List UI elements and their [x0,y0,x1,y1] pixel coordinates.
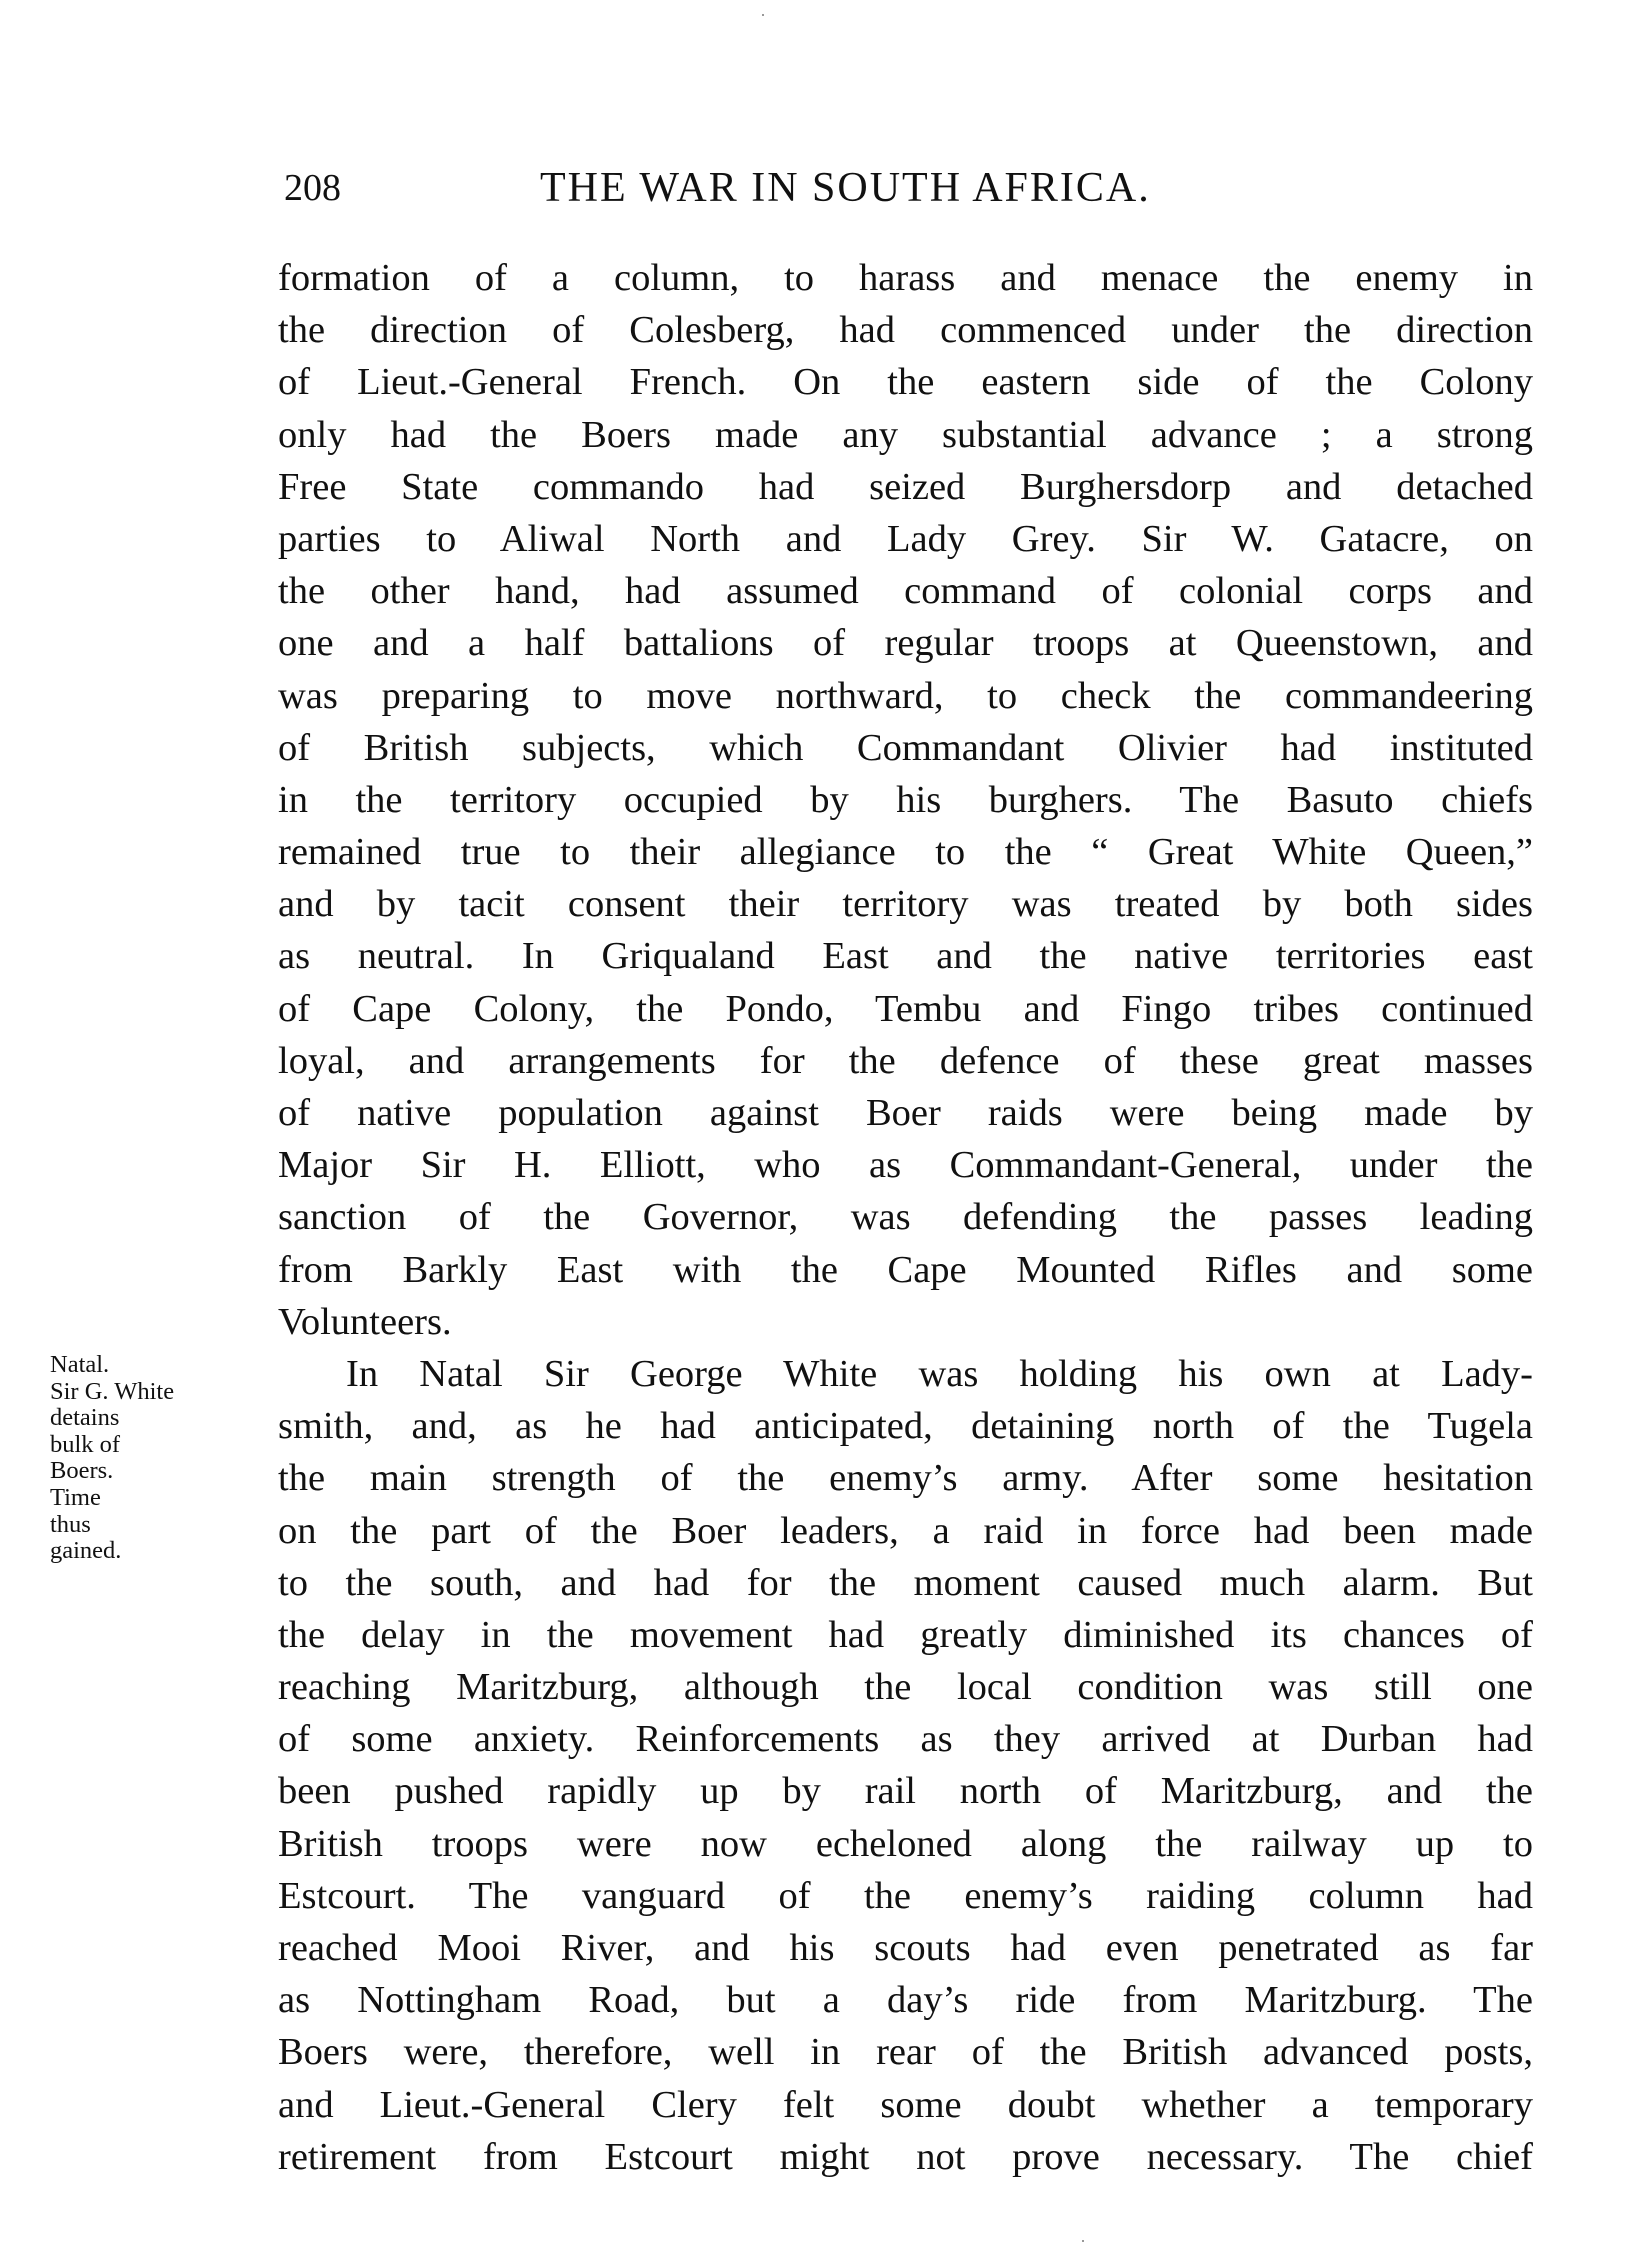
text-line [278,252,1533,304]
text-line-content: Major Sir H. Elliott, who as Commandant-General, under the [278,1144,1533,1187]
running-title: THE WAR IN SOUTH AFRICA. [540,165,1151,211]
text-line [278,1609,1533,1661]
text-line [278,983,1533,1035]
text-line-content: the other hand, had assumed command of colonial corps and [278,570,1533,613]
text-line [278,722,1533,774]
text-line [278,409,1533,461]
text-line [278,1818,1533,1870]
text-line-content: British troops were now echeloned along the railway up to [278,1822,1533,1865]
text-line-content: only had the Boers made any substantial advance ; a strong [278,413,1533,456]
text-line-content: on the part of the Boer leaders, a raid in force had been made [278,1509,1533,1552]
text-line-content: from Barkly East with the Cape Mounted Rifles and some [278,1248,1533,1291]
text-line-content: retirement from Estcourt might not prove necessary. The chief [278,2135,1533,2178]
text-line [278,356,1533,408]
margin-note-line: gained. [50,1537,122,1565]
paragraph [278,252,1533,1348]
text-line-content: the direction of Colesberg, had commenced under the direction [278,309,1533,352]
text-line-content: parties to Aliwal North and Lady Grey. Sir W. Gatacre, on [278,517,1533,560]
text-line-content: as Nottingham Road, but a day’s ride from Maritzburg. The [278,1979,1533,2022]
paragraph [278,1348,1533,2183]
text-line [278,2131,1533,2183]
text-line-content: sanction of the Governor, was defending the passes leading [278,1196,1533,1239]
margin-note-line: Boers. [50,1457,114,1485]
text-line [278,1974,1533,2026]
margin-note-line: bulk of [50,1430,121,1458]
text-line [278,1557,1533,1609]
text-line-content: reached Mooi River, and his scouts had even penetrated as far [278,1927,1533,1969]
text-line-content: of some anxiety. Reinforcements as they arrived at Durban had [278,1718,1533,1761]
text-line [278,617,1533,669]
text-line [278,930,1533,982]
text-line-content: one and a half battalions of regular troops at Queenstown, and [278,622,1533,665]
text-line-content: of British subjects, which Commandant Olivier had instituted [278,726,1533,769]
scan-mark [762,14,764,16]
text-line [278,774,1533,826]
text-line [278,2079,1533,2131]
text-line-content: reaching Maritzburg, although the local condition was still one [278,1666,1533,1709]
text-line-content: of native population against Boer raids were being made by [278,1092,1533,1134]
margin-note-line: detains [50,1404,120,1432]
text-line [278,2026,1533,2078]
text-line [278,1765,1533,1817]
text-line [278,1505,1533,1557]
text-line [278,1139,1533,1191]
text-line-content: Free State commando had seized Burghersdorp and detached [278,465,1533,508]
text-line [278,513,1533,565]
margin-note [50,1352,174,1565]
text-line [278,1244,1533,1296]
text-line-content: Volunteers. [278,1300,452,1343]
text-line-content: in the territory occupied by his burghers. The Basuto chiefs [278,778,1533,821]
page-number: 208 [284,167,341,209]
text-line-content: Estcourt. The vanguard of the enemy’s raiding column had [278,1874,1533,1917]
text-line [278,1870,1533,1922]
margin-note-line: Sir G. White [50,1377,175,1405]
text-line-content: and by tacit consent their territory was treated by both sides [278,883,1533,926]
text-line [278,1400,1533,1452]
text-line [278,1713,1533,1765]
text-line [278,670,1533,722]
text-line [278,565,1533,617]
text-line [278,878,1533,930]
text-line-content: In Natal Sir George White was holding his own at Lady- [346,1352,1533,1395]
text-line-content: of Cape Colony, the Pondo, Tembu and Fingo tribes continued [278,987,1533,1030]
text-line [278,1661,1533,1713]
text-line-content: as neutral. In Griqualand East and the native territories east [278,935,1533,978]
text-line-content: Boers were, therefore, well in rear of the British advanced posts, [278,2031,1533,2074]
text-line [278,1452,1533,1504]
margin-note-line: Natal. [50,1351,110,1378]
text-line [278,1348,1533,1400]
text-line [278,1191,1533,1243]
text-line-content: of Lieut.-General French. On the eastern side of the Colony [278,361,1533,404]
text-line [278,1296,1533,1348]
text-line-content: loyal, and arrangements for the defence of these great masses [278,1039,1533,1082]
text-line-content: the delay in the movement had greatly diminished its chances of [278,1613,1533,1656]
text-line-content: remained true to their allegiance to the “ Great White Queen,” [278,831,1533,874]
scan-mark [1082,2240,1084,2242]
text-line-content: to the south, and had for the moment caused much alarm. But [278,1561,1533,1604]
text-line [278,461,1533,513]
text-line [278,304,1533,356]
text-line [278,826,1533,878]
text-line-content: the main strength of the enemy’s army. After some hesitation [278,1457,1533,1500]
body-text [278,252,1533,2183]
text-line-content: smith, and, as he had anticipated, detaining north of the Tugela [278,1405,1533,1448]
text-line [278,1035,1533,1087]
text-line-content: been pushed rapidly up by rail north of Maritzburg, and the [278,1770,1533,1813]
text-line-content: formation of a column, to harass and menace the enemy in [278,257,1533,299]
margin-note-line: thus [50,1510,91,1538]
text-line-content: was preparing to move northward, to check the commandeering [278,674,1533,717]
text-line [278,1087,1533,1139]
margin-note-line: Time [50,1483,101,1511]
text-line [278,1922,1533,1974]
text-line-content: and Lieut.-General Clery felt some doubt whether a temporary [278,2083,1533,2126]
